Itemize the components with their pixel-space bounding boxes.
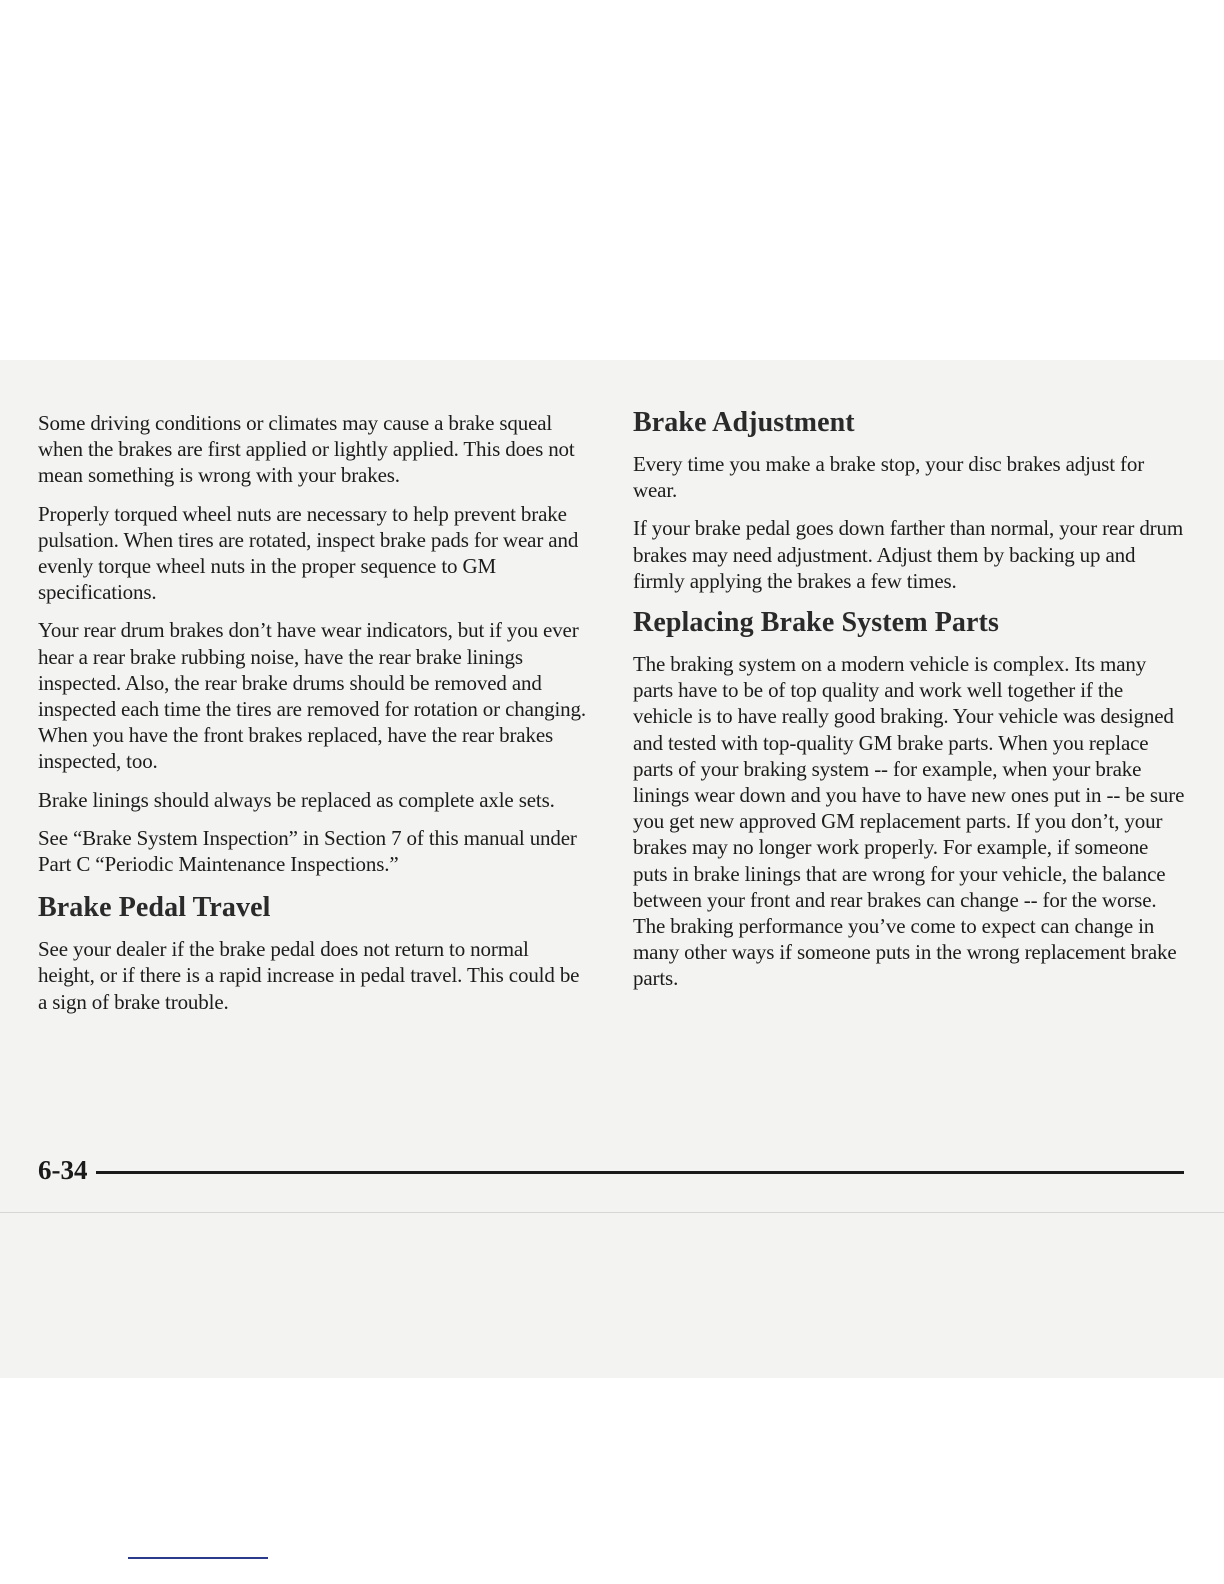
heading-replacing-parts: Replacing Brake System Parts	[633, 607, 999, 639]
paragraph-brake-squeal: Some driving conditions or climates may cause a brake squeal when the brakes are first applied or lightly applied. This does not mean something is wrong with your brakes.	[38, 411, 575, 488]
footer-rule	[96, 1171, 1185, 1174]
paragraph-drum-adjust: If your brake pedal goes down farther than normal, your rear drum brakes may need adjustment. Adjust them by backing up and firmly applying the brakes a few times.	[633, 516, 1184, 593]
page-number: 6-34	[38, 1154, 88, 1185]
scan-artifact-line	[0, 1212, 1224, 1213]
heading-brake-adjustment: Brake Adjustment	[633, 407, 855, 438]
paragraph-axle-sets: Brake linings should always be replaced as complete axle sets.	[38, 787, 555, 812]
paragraph-disc-adjust: Every time you make a brake stop, your disc brakes adjust for wear.	[633, 452, 1145, 503]
paragraph-replacing-parts: The braking system on a modern vehicle is complex. Its many parts have to be of top quality and work well together if the vehicle is to have really good braking. Your vehicle was designed and tested with top-quality GM brake parts. When you replace parts of your braking system -- for example, when your brake linings wear down and you have to have new ones put in -- be sure you get new approved GM replacement parts. If you don’t, your brakes may no longer work properly. For example, if someone puts in brake linings that are wrong for your vehicle, the balance between your front and rear brakes can change -- for the worse. The braking performance you’ve come to expect can change in many other ways if someone puts in the wrong replacement brake parts.	[633, 652, 1185, 991]
page-footer	[38, 1153, 1184, 1187]
heading-brake-pedal-travel: Brake Pedal Travel	[38, 892, 271, 924]
bottom-link-underline	[128, 1557, 268, 1559]
left-column	[38, 410, 590, 1027]
paragraph-wheel-nuts: Properly torqued wheel nuts are necessary to help prevent brake pulsation. When tires are rotated, inspect brake pads for wear and evenly torque wheel nuts in the proper sequence to GM specifications.	[38, 501, 579, 605]
paragraph-inspection-reference: See “Brake System Inspection” in Section 7 of this manual under Part C “Periodic Maintenance Inspections.”	[38, 825, 577, 877]
right-column	[633, 406, 1185, 1004]
paragraph-pedal-travel: See your dealer if the brake pedal does not return to normal height, or if there is a rapid increase in pedal travel. This could be a sign of brake trouble.	[38, 937, 580, 1014]
paragraph-rear-drum: Your rear drum brakes don’t have wear indicators, but if you ever hear a rear brake rubbing noise, have the rear brake linings inspected. Also, the rear brake drums should be removed and inspected each time the tires are removed for rotation or changing. When you have the front brakes replaced, have the rear brakes inspected, too.	[38, 618, 586, 774]
